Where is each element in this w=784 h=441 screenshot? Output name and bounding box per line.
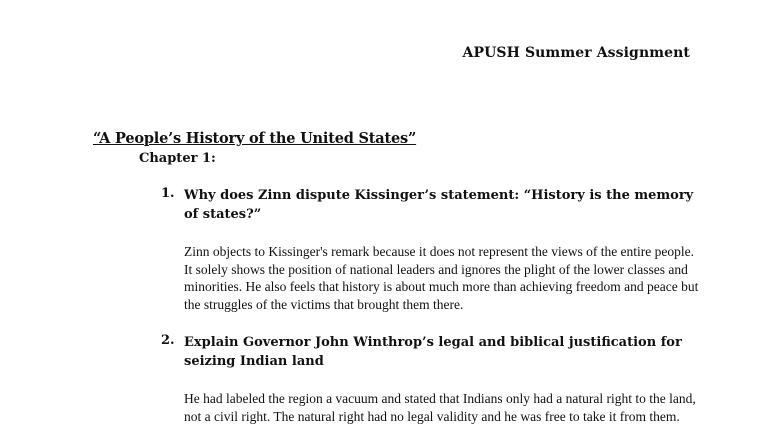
answer-text: Zinn objects to Kissinger's remark because it does not represent the views of the entire people. It solely shows the position of national leaders and ignores the plight of the lower classes and minorities. He also feels that history is about much more than achieving freedom and peace but the struggles of the victims that brought them there. (184, 244, 699, 312)
question-text: Why does Zinn dispute Kissinger’s statement: “History is the memory of states?” (184, 188, 694, 222)
question-text: Explain Governor John Winthrop’s legal and biblical justification for seizing Indian land (184, 335, 682, 369)
question-number: 1. (161, 186, 175, 201)
question-number: 2. (161, 333, 175, 348)
assignment-header: APUSH Summer Assignment (462, 45, 690, 61)
question-item-1 (161, 186, 696, 224)
question-item-2 (161, 333, 696, 371)
chapter-heading: Chapter 1: (139, 151, 216, 166)
document-title: “A People’s History of the United States” (93, 130, 417, 147)
answer-text: He had labeled the region a vacuum and stated that Indians only had a natural right to the land, not a civil right. The natural right had no legal validity and he was free to take it from them. (184, 391, 696, 424)
